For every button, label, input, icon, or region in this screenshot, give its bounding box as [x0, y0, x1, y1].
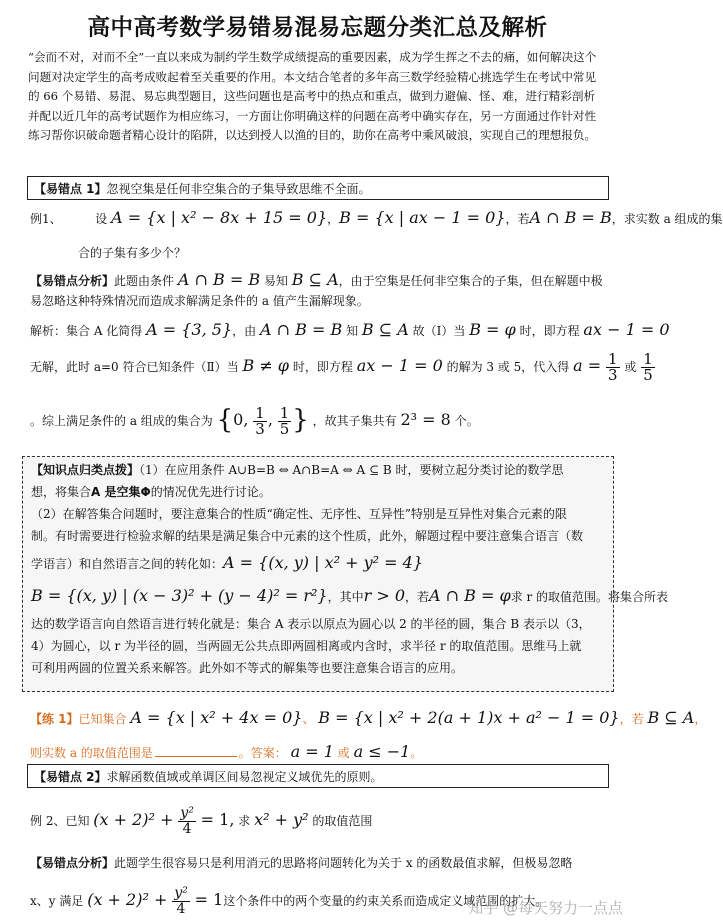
set-a-formula: A = {x | x² − 8x + 15 = 0} [111, 208, 328, 227]
error-point-1-label: 【易错点 1】 [34, 182, 107, 196]
analysis-2-line-2: x、y 满足 (x + 2)² + $\frac{\text{y²}}{4}$ = 1这个条件中的两个变量的约束关系而造成定义域范围的扩大。 [30, 885, 548, 917]
fraction-y2-over-4: $\frac{\text{y²}}{4}$ [180, 805, 194, 837]
knowledge-box: 【知识点归类点拨】（1）在应用条件 A∪B=B ⇔ A∩B=A ⇔ A ⊆ B 时，要树立起分类讨论的数学思 想，将集合A 是空集Φ的情况优先进行讨论。 （2）在解答集合问题时，要注意集合的性质“确定性、无序性、互异性”特别是互异性对集合元素的限 制。有时需要进行检验求解的结果是满足集合中元素的这个性质，此外，解题过程中要注意集合语言（数 学语言）和自然语言之间的转化如：A = {(x, y) | x² + y² = 4} B = {(x, y) | (x − 3)² + (y − 4)² = r²}，其中r > 0，若A ∩ B = φ求 r 的取值范围。将集合所表 达的数学语言向自然语言进行转化就是：集合 A 表示以原点为圆心以 2 的半径的圆，集合 B 表示以（3， 4）为圆心，以 r 为半径的圆，当两圆无公共点即两圆相离或内含时，求半径 r 的取值范围。思维马上就 可利用两圆的位置关系来解答。此外如不等式的解集等也要注意集合语言的应用。 [22, 456, 614, 692]
practice-1-label: 【练 1】 [30, 712, 79, 726]
intro-paragraph: “会而不对，对而不全”一直以来成为制约学生数学成绩提高的重要因素，成为学生挥之不去的痛，如何解决这个问题对决定学生的高考成败起着至关重要的作用。本文结合笔者的多年高三数学经验精心挑选学生在考试中常见的 66 个易错、易混、易忘典型题目，这些问题也是高考中的热点和重点，做到力避偏、怪、难，进行精彩剖析并配以近几年的高考试题作为相应练习，一方面让你明确这样的问题在高考中确实存在，另一方面通过作针对性练习帮你识破命题者精心设计的陷阱，以达到授人以渔的目的，助你在高考中乘风破浪，实现自己的理想报负。 [28, 50, 597, 142]
fraction-one-third: $\frac{1}{3}$ [608, 350, 618, 384]
page-title: 高中高考数学易错易混易忘题分类汇总及解析 [87, 15, 548, 41]
example-1-label: 例1、 [30, 212, 62, 226]
condition-formula: A ∩ B = B [529, 208, 612, 227]
example-1-line-1: 例1、 设 A = {x | x² − 8x + 15 = 0}，B = {x | ax − 1 = 0}，若A ∩ B = B，求实数 a 组成的集 [30, 208, 723, 227]
knowledge-set-b: B = {(x, y) | (x − 3)² + (y − 4)² = r²} [31, 586, 328, 605]
analysis-1-line-1: 【易错点分析】此题由条件 A ∩ B = B 易知 B ⊆ A，由于空集是任何非空集合的子集，但在解题中极 [30, 270, 603, 289]
example-2-line: 例 2、已知 (x + 2)² + $\frac{\text{y²}}{4}$ = 1, 求 x² + y² 的取值范围 [30, 805, 373, 837]
watermark: 知乎 @每天努力一点点 [468, 899, 623, 917]
error-point-1-text: 忽视空集是任何非空集合的子集导致思维不全面。 [106, 182, 371, 196]
example-2-label: 例 2、已知 [30, 814, 90, 828]
error-point-2-label: 【易错点 2】 [34, 770, 107, 784]
fraction-one-fifth: $\frac{1}{5}$ [643, 350, 653, 384]
solution-1-line-3: 。综上满足条件的 a 组成的集合为 {0, $\frac{1}{3}$ , $\frac{1}{5}$ } ，故其子集共有 2³ = 8 个。 [30, 404, 479, 438]
analysis-1-label: 【易错点分析】 [30, 274, 115, 288]
answer-blank [155, 756, 237, 757]
analysis-2-line-1: 【易错点分析】此题学生很容易只是利用消元的思路将问题转化为关于 x 的函数最值求解，但极易忽略 [30, 856, 573, 870]
error-point-1-box [27, 176, 609, 200]
solution-1-line-2: 无解，此时 a=0 符合已知条件（Ⅱ）当 B ≠ φ 时，即方程 ax − 1 = 0 的解为 3 或 5，代入得 a = $\frac{1}{3}$ 或 $\frac{1}{5}$ [30, 350, 653, 384]
example-1-line-2: 合的子集有多少个？ [78, 246, 187, 260]
solution-1-line-1: 解析：集合 A 化简得 A = {3, 5}，由 A ∩ B = B 知 B ⊆ A 故（Ⅰ）当 B = φ 时，即方程 ax − 1 = 0 [30, 320, 670, 339]
set-b-formula: B = {x | ax − 1 = 0} [339, 208, 506, 227]
practice-1-line-2: 则实数 a 的取值范围是 。答案： a = 1 或 a ≤ −1。 [30, 742, 423, 761]
error-point-2-box: 【易错点 2】求解函数值域或单调区间易忽视定义域优先的原则。 [27, 764, 609, 788]
practice-1-line-1: 【练 1】已知集合 A = {x | x² + 4x = 0}、 B = {x | x² + 2(a + 1)x + a² − 1 = 0}，若 B ⊆ A， [30, 708, 707, 727]
analysis-1-line-2: 易忽略这种特殊情况而造成求解满足条件的 a 值产生漏解现象。 [30, 294, 369, 308]
knowledge-label: 【知识点归类点拨】 [31, 463, 140, 477]
knowledge-set-a: A = {(x, y) | x² + y² = 4} [223, 553, 424, 572]
analysis-2-label: 【易错点分析】 [30, 856, 115, 870]
